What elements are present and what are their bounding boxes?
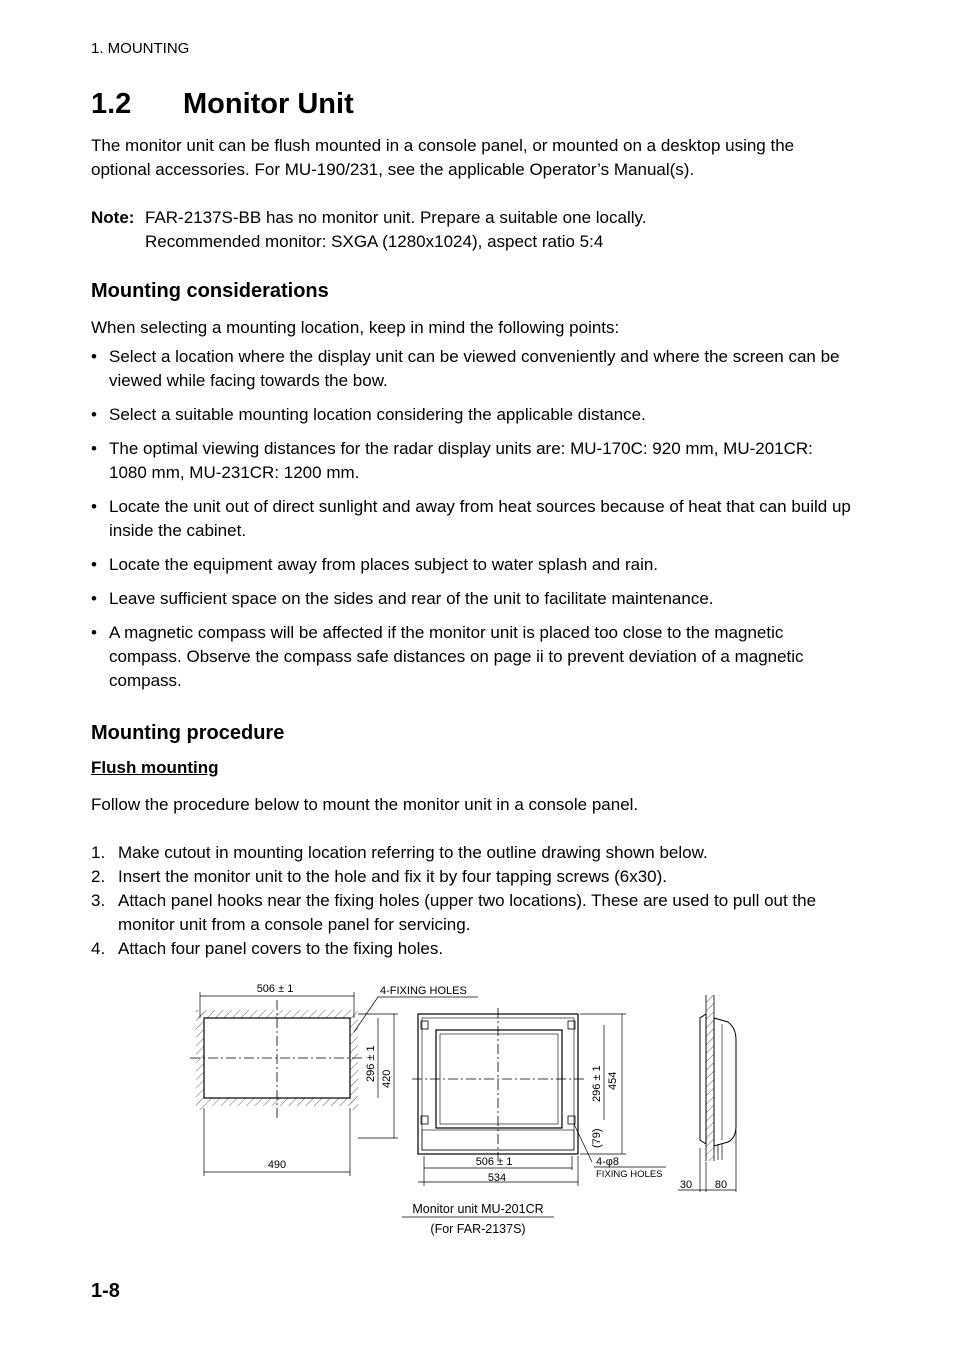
label-hole-diameter: 4-φ8	[596, 1156, 620, 1168]
dim-unit-height-tol: 296 ± 1	[591, 1065, 603, 1102]
dim-unit-width: 534	[487, 1172, 507, 1184]
step-item	[91, 865, 851, 889]
dim-cutout-width-top: 506 ± 1	[256, 983, 294, 995]
dim-cutout-height: 296 ± 1	[365, 1045, 377, 1082]
drawing-caption-model: Monitor unit MU-201CR	[412, 1202, 544, 1216]
note-line-2: Recommended monitor: SXGA (1280x1024), aspect ratio 5:4	[145, 232, 604, 251]
considerations-heading-wrap	[91, 280, 329, 303]
procedure-steps	[91, 841, 851, 961]
step-number: 4.	[91, 939, 106, 958]
dim-unit-width-tol: 506 ± 1	[475, 1156, 513, 1168]
running-header: 1. MOUNTING	[91, 40, 190, 57]
drawing-caption-for: (For FAR-2137S)	[430, 1222, 526, 1236]
step-number: 1.	[91, 843, 106, 862]
note-line-1: FAR-2137S-BB has no monitor unit. Prepare a suitable one locally.	[145, 208, 647, 227]
step-item	[91, 841, 851, 865]
list-item: • Locate the equipment away from places subject to water splash and rain.	[91, 553, 851, 577]
list-item: • A magnetic compass will be affected if the monitor unit is placed too close to the magnetic compass. Observe the compass safe distances on page ii to prevent deviation of a magnetic compass.	[91, 621, 851, 693]
step-item	[91, 889, 851, 937]
procedure-heading: Mounting procedure	[91, 722, 285, 744]
step-text: Make cutout in mounting location referring to the outline drawing shown below.	[118, 843, 708, 862]
note-label: Note:	[91, 208, 135, 227]
monitor-side-view	[678, 995, 736, 1192]
considerations-heading: Mounting considerations	[91, 280, 329, 302]
list-item: • Select a suitable mounting location considering the applicable distance.	[91, 403, 851, 427]
mounting-outline-drawing	[0, 970, 954, 1250]
label-fixing-holes: 4-FIXING HOLES	[380, 985, 467, 997]
list-item: • Select a location where the display unit can be viewed conveniently and where the screen can be viewed while facing towards the bow.	[91, 345, 851, 393]
list-item: • Leave sufficient space on the sides and rear of the unit to facilitate maintenance.	[91, 587, 851, 611]
dim-panel-height: 420	[381, 1069, 393, 1088]
dim-depth-front: 30	[679, 1179, 693, 1191]
page-number: 1-8	[91, 1280, 120, 1302]
dim-cutout-width-bottom: 490	[267, 1159, 287, 1171]
dim-offset: (79)	[591, 1128, 603, 1148]
dim-depth-rear: 80	[714, 1179, 728, 1191]
considerations-lead: When selecting a mounting location, keep in mind the following points:	[91, 318, 620, 337]
section-number: 1.2	[91, 88, 132, 120]
flush-mounting-subheading: Flush mounting	[91, 758, 219, 777]
section-title	[91, 88, 354, 121]
intro-paragraph: The monitor unit can be flush mounted in a console panel, or mounted on a desktop using the optional accessories. For MU-190/231, see the applicable Operator’s Manual(s).	[91, 136, 795, 179]
list-item: • The optimal viewing distances for the radar display units are: MU-170C: 920 mm, MU-201CR: 1080 mm, MU-231CR: 1200 mm.	[91, 437, 851, 485]
section-title-text: Monitor Unit	[183, 88, 354, 120]
step-text: Attach panel hooks near the fixing holes (upper two locations). These are used to pull out the monitor unit from a console panel for servicing.	[118, 891, 817, 934]
note	[91, 206, 851, 254]
step-text: Attach four panel covers to the fixing holes.	[118, 939, 444, 958]
dim-unit-height: 454	[607, 1071, 619, 1090]
procedure-lead: Follow the procedure below to mount the monitor unit in a console panel.	[91, 795, 639, 814]
list-item: • Locate the unit out of direct sunlight and away from heat sources because of heat that can build up inside the cabinet.	[91, 495, 851, 543]
label-fixing-holes-small: FIXING HOLES	[596, 1169, 663, 1180]
monitor-front-view	[412, 1008, 666, 1186]
step-text: Insert the monitor unit to the hole and fix it by four tapping screws (6x30).	[118, 867, 668, 886]
considerations-list	[91, 345, 851, 703]
step-number: 3.	[91, 891, 106, 910]
step-item	[91, 937, 851, 961]
procedure-heading-wrap	[91, 722, 284, 745]
step-number: 2.	[91, 867, 106, 886]
